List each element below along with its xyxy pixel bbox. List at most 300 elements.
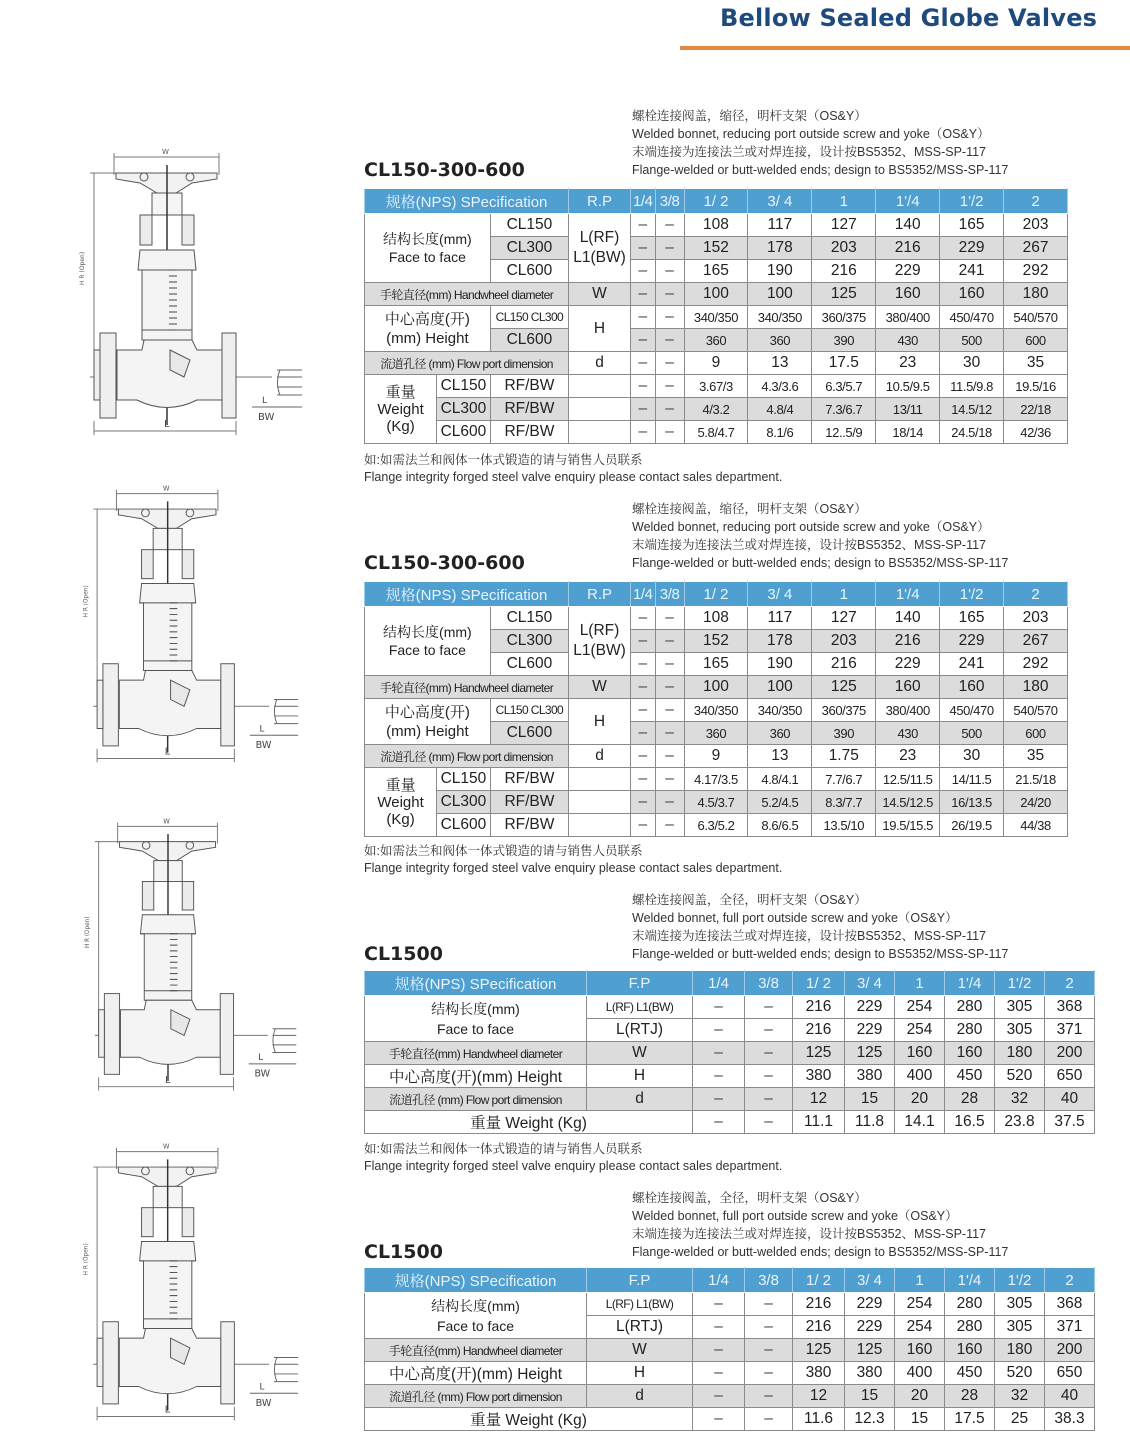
value-cell: 152 — [684, 630, 748, 653]
symbol-line: L1(BW) — [573, 249, 626, 266]
svg-text:W: W — [163, 817, 170, 826]
globe-valve-diagram-icon — [72, 145, 302, 445]
value-cell: 13.5/10 — [812, 814, 876, 837]
empty-value: – — [693, 1088, 745, 1111]
empty-value: – — [630, 214, 655, 237]
value-cell: 160 — [940, 283, 1004, 306]
note-en-2: Flange integrity forged steel valve enquiry please contact sales department. — [364, 861, 783, 875]
value-cell: 254 — [895, 1019, 945, 1042]
svg-text:L: L — [258, 1053, 264, 1064]
value-cell: 160 — [940, 676, 1004, 699]
header-size: 3/8 — [745, 971, 793, 996]
value-cell: 108 — [684, 214, 748, 237]
empty-value: – — [630, 306, 655, 329]
value-cell: 17.5 — [812, 352, 876, 375]
value-cell: 1.75 — [812, 745, 876, 768]
header-size: 1/4 — [630, 582, 655, 607]
header-port-type: R.P — [569, 189, 631, 214]
description-en-2: Welded bonnet, reducing port outside screw and yoke（OS&Y） — [632, 520, 990, 534]
value-cell: 40 — [1045, 1385, 1095, 1408]
page-title: Bellow Sealed Globe Valves — [720, 4, 1098, 32]
value-cell: 600 — [1004, 722, 1068, 745]
value-cell: 38.3 — [1045, 1408, 1095, 1431]
value-cell: 229 — [845, 1293, 895, 1316]
label-line: Face to face — [388, 642, 466, 658]
value-cell: 14/11.5 — [940, 768, 1004, 791]
empty-value: – — [655, 214, 684, 237]
table-row-flow-port — [365, 1088, 1095, 1111]
header-size: 1'/4 — [945, 971, 995, 996]
value-cell: 180 — [995, 1339, 1045, 1362]
value-cell: 203 — [1004, 214, 1068, 237]
value-cell: 216 — [793, 1293, 845, 1316]
header-size: 3/8 — [655, 189, 684, 214]
header-size: 2 — [1004, 582, 1068, 607]
class-label: CL300 — [490, 630, 568, 653]
value-cell: 180 — [995, 1042, 1045, 1065]
table-header-row — [365, 189, 1068, 214]
value-cell: 450/470 — [940, 699, 1004, 722]
value-cell: 6.3/5.7 — [812, 375, 876, 398]
svg-text:H R (Open): H R (Open) — [79, 251, 86, 285]
header-size: 1'/2 — [995, 1268, 1045, 1293]
table-row-weight — [365, 814, 1068, 837]
value-cell: 9 — [684, 745, 748, 768]
value-cell: 520 — [995, 1362, 1045, 1385]
class-label: CL300 — [437, 791, 491, 814]
value-cell: 178 — [748, 630, 812, 653]
face-symbol — [569, 214, 631, 283]
value-cell: 305 — [995, 1316, 1045, 1339]
value-cell: 127 — [812, 607, 876, 630]
value-cell: 14.5/12 — [940, 398, 1004, 421]
header-size: 1 — [895, 1268, 945, 1293]
header-size: 1/4 — [630, 189, 655, 214]
face-symbol: L(RTJ) — [587, 1019, 693, 1042]
label-line: Weight — [377, 793, 424, 811]
value-cell: 11.8 — [845, 1111, 895, 1134]
label-line: 结构长度(mm) — [383, 231, 472, 247]
table-row — [365, 607, 1068, 630]
flow-port-label: 流道孔径 (mm) Flow port dimension — [365, 1385, 587, 1408]
label-line: 重量 — [385, 383, 416, 401]
value-cell: 125 — [812, 283, 876, 306]
class-label: CL150 — [437, 375, 491, 398]
table-row-flow-port — [365, 352, 1068, 375]
label-line: Weight — [377, 400, 424, 418]
label-line: (mm) Height — [386, 329, 469, 347]
empty-value: – — [655, 398, 684, 421]
value-cell: 280 — [945, 1293, 995, 1316]
face-to-face-label — [365, 1293, 587, 1339]
face-to-face-label — [365, 996, 587, 1042]
value-cell: 13 — [748, 352, 812, 375]
value-cell: 280 — [945, 1019, 995, 1042]
table-row-flow-port — [365, 1385, 1095, 1408]
label-line: 中心高度(开) — [384, 310, 470, 328]
header-port-type: R.P — [569, 582, 631, 607]
empty-value: – — [630, 283, 655, 306]
ends-en-2: Flange-welded or butt-welded ends; design to BS5352/MSS-SP-117 — [632, 556, 1009, 570]
svg-text:W: W — [162, 148, 169, 156]
value-cell: 22/18 — [1004, 398, 1068, 421]
end-type-label: RF/BW — [490, 375, 568, 398]
value-cell: 360/375 — [812, 699, 876, 722]
empty-value: – — [630, 352, 655, 375]
value-cell: 4.8/4.1 — [748, 768, 812, 791]
value-cell: 37.5 — [1045, 1111, 1095, 1134]
valve-drawing-1 — [72, 145, 302, 445]
empty-value: – — [655, 237, 684, 260]
value-cell: 340/350 — [748, 699, 812, 722]
value-cell: 12 — [793, 1088, 845, 1111]
value-cell: 100 — [748, 676, 812, 699]
value-cell: 35 — [1004, 352, 1068, 375]
empty-value: – — [693, 1065, 745, 1088]
value-cell: 6.3/5.2 — [684, 814, 748, 837]
value-cell: 450 — [945, 1065, 995, 1088]
value-cell: 368 — [1045, 996, 1095, 1019]
value-cell: 40 — [1045, 1088, 1095, 1111]
value-cell: 229 — [940, 630, 1004, 653]
empty-value: – — [630, 722, 655, 745]
empty-value: – — [693, 1042, 745, 1065]
value-cell: 368 — [1045, 1293, 1095, 1316]
empty-value: – — [655, 283, 684, 306]
empty-value: – — [630, 768, 655, 791]
handwheel-symbol: W — [587, 1042, 693, 1065]
label-line: (Kg) — [386, 810, 415, 828]
header-size: 3/ 4 — [748, 189, 812, 214]
value-cell: 216 — [812, 260, 876, 283]
value-cell: 11.6 — [793, 1408, 845, 1431]
value-cell: 216 — [876, 237, 940, 260]
svg-text:W: W — [162, 484, 170, 493]
handwheel-symbol: W — [587, 1339, 693, 1362]
value-cell: 500 — [940, 722, 1004, 745]
value-cell: 229 — [845, 1316, 895, 1339]
face-to-face-label — [365, 214, 491, 283]
value-cell: 28 — [945, 1385, 995, 1408]
header-size: 2 — [1045, 1268, 1095, 1293]
class-label: CL150 CL300 — [490, 306, 568, 329]
empty-value: – — [630, 375, 655, 398]
value-cell: 165 — [684, 653, 748, 676]
header-size: 1 — [895, 971, 945, 996]
value-cell: 340/350 — [684, 699, 748, 722]
value-cell: 140 — [876, 607, 940, 630]
empty-value: – — [655, 768, 684, 791]
value-cell: 13/11 — [876, 398, 940, 421]
empty-value: – — [655, 352, 684, 375]
value-cell: 10.5/9.5 — [876, 375, 940, 398]
value-cell: 127 — [812, 214, 876, 237]
empty-value: – — [630, 814, 655, 837]
value-cell: 500 — [940, 329, 1004, 352]
value-cell: 305 — [995, 1019, 1045, 1042]
header-specification: 规格(NPS) SPecification — [365, 582, 569, 607]
empty-value: – — [693, 1019, 745, 1042]
value-cell: 190 — [748, 653, 812, 676]
table-row-handwheel — [365, 1339, 1095, 1362]
height-label — [365, 699, 491, 745]
flow-port-label: 流道孔径 (mm) Flow port dimension — [365, 745, 569, 768]
empty-value: – — [630, 630, 655, 653]
value-cell: 203 — [812, 237, 876, 260]
value-cell: 165 — [684, 260, 748, 283]
spec-table-3 — [364, 970, 1095, 1134]
value-cell: 100 — [684, 676, 748, 699]
handwheel-label: 手轮直径(mm) Handwheel diameter — [365, 283, 569, 306]
height-symbol: H — [587, 1362, 693, 1385]
header-port-type: F.P — [587, 971, 693, 996]
label-line: Face to face — [436, 1020, 515, 1037]
value-cell: 650 — [1045, 1362, 1095, 1385]
height-label: 中心高度(开)(mm) Height — [365, 1065, 587, 1088]
valve-drawing-2 — [72, 482, 302, 772]
header-size: 2 — [1045, 971, 1095, 996]
svg-text:BW: BW — [254, 1068, 271, 1080]
class-label: CL600 — [490, 329, 568, 352]
value-cell: 216 — [793, 996, 845, 1019]
value-cell: 23.8 — [995, 1111, 1045, 1134]
value-cell: 600 — [1004, 329, 1068, 352]
value-cell: 360 — [748, 329, 812, 352]
value-cell: 4.8/4 — [748, 398, 812, 421]
value-cell: 108 — [684, 607, 748, 630]
spec-table-1 — [364, 188, 1068, 444]
note-cn-2: 如:如需法兰和阀体一体式锻造的请与销售人员联系 — [364, 844, 643, 858]
empty-value: – — [745, 1293, 793, 1316]
class-label: CL600 — [490, 260, 568, 283]
table-row-weight — [365, 398, 1068, 421]
svg-text:BW: BW — [255, 1397, 272, 1409]
value-cell: 23 — [876, 352, 940, 375]
header-size: 1/ 2 — [684, 189, 748, 214]
value-cell: 160 — [876, 676, 940, 699]
value-cell: 360/375 — [812, 306, 876, 329]
ends-cn-4: 末端连接为连接法兰或对焊连接，设计按BS5352、MSS-SP-117 — [632, 1227, 986, 1241]
empty-value: – — [655, 699, 684, 722]
header-size: 3/ 4 — [845, 971, 895, 996]
value-cell: 160 — [895, 1042, 945, 1065]
value-cell: 229 — [876, 260, 940, 283]
empty-cell — [569, 814, 631, 837]
empty-value: – — [745, 1385, 793, 1408]
description-cn-1: 螺栓连接阀盖，缩径，明杆支架（OS&Y） — [632, 109, 867, 123]
value-cell: 280 — [945, 996, 995, 1019]
svg-text:L: L — [259, 724, 265, 735]
height-symbol: H — [587, 1065, 693, 1088]
value-cell: 360 — [684, 329, 748, 352]
value-cell: 100 — [748, 283, 812, 306]
empty-value: – — [745, 1019, 793, 1042]
value-cell: 30 — [940, 745, 1004, 768]
class-label: CL150 — [490, 214, 568, 237]
note-en-3: Flange integrity forged steel valve enquiry please contact sales department. — [364, 1159, 783, 1173]
empty-value: – — [693, 1385, 745, 1408]
height-symbol: H — [569, 306, 631, 352]
value-cell: 305 — [995, 996, 1045, 1019]
value-cell: 160 — [945, 1339, 995, 1362]
flow-port-label: 流道孔径 (mm) Flow port dimension — [365, 352, 569, 375]
end-type-label: RF/BW — [490, 791, 568, 814]
value-cell: 160 — [895, 1339, 945, 1362]
label-line: 中心高度(开) — [384, 703, 470, 721]
empty-value: – — [630, 653, 655, 676]
value-cell: 16.5 — [945, 1111, 995, 1134]
empty-value: – — [630, 329, 655, 352]
value-cell: 15 — [895, 1408, 945, 1431]
value-cell: 125 — [845, 1339, 895, 1362]
header-size: 1/ 2 — [793, 971, 845, 996]
value-cell: 371 — [1045, 1316, 1095, 1339]
svg-text:BW: BW — [258, 412, 275, 423]
value-cell: 30 — [940, 352, 1004, 375]
value-cell: 292 — [1004, 260, 1068, 283]
value-cell: 42/36 — [1004, 421, 1068, 444]
spec-table-4 — [364, 1267, 1095, 1431]
svg-text:L: L — [164, 746, 171, 758]
table-row-handwheel — [365, 676, 1068, 699]
value-cell: 21.5/18 — [1004, 768, 1068, 791]
value-cell: 254 — [895, 1293, 945, 1316]
empty-value: – — [745, 1111, 793, 1134]
empty-value: – — [655, 306, 684, 329]
value-cell: 229 — [940, 237, 1004, 260]
globe-valve-diagram-icon — [72, 1140, 302, 1430]
header-size: 1 — [812, 582, 876, 607]
class-title-3: CL1500 — [364, 943, 443, 965]
class-label: CL150 — [437, 768, 491, 791]
value-cell: 18/14 — [876, 421, 940, 444]
ends-en-4: Flange-welded or butt-welded ends; design to BS5352/MSS-SP-117 — [632, 1245, 1009, 1259]
svg-text:L: L — [262, 396, 268, 406]
class-label: CL300 — [437, 398, 491, 421]
label-line: Face to face — [436, 1317, 515, 1334]
ends-cn-2: 末端连接为连接法兰或对焊连接，设计按BS5352、MSS-SP-117 — [632, 538, 986, 552]
table-header-row — [365, 1268, 1095, 1293]
value-cell: 203 — [812, 630, 876, 653]
value-cell: 44/38 — [1004, 814, 1068, 837]
value-cell: 24.5/18 — [940, 421, 1004, 444]
value-cell: 20 — [895, 1088, 945, 1111]
value-cell: 340/350 — [748, 306, 812, 329]
face-to-face-label — [365, 607, 491, 676]
value-cell: 19.5/16 — [1004, 375, 1068, 398]
table-row-height — [365, 699, 1068, 722]
value-cell: 3.67/3 — [684, 375, 748, 398]
value-cell: 241 — [940, 653, 1004, 676]
label-line: 结构长度(mm) — [431, 1297, 520, 1314]
table-row-handwheel — [365, 283, 1068, 306]
svg-text:L: L — [259, 1382, 265, 1393]
label-line: (mm) Height — [386, 722, 469, 740]
valve-drawing-3 — [72, 815, 302, 1100]
end-type-label: RF/BW — [490, 768, 568, 791]
value-cell: 4.3/3.6 — [748, 375, 812, 398]
value-cell: 17.5 — [945, 1408, 995, 1431]
value-cell: 32 — [995, 1088, 1045, 1111]
value-cell: 20 — [895, 1385, 945, 1408]
header-size: 1/ 2 — [793, 1268, 845, 1293]
value-cell: 450/470 — [940, 306, 1004, 329]
class-title-1: CL150-300-600 — [364, 159, 525, 181]
value-cell: 400 — [895, 1065, 945, 1088]
empty-value: – — [745, 1316, 793, 1339]
header-size: 1/4 — [693, 1268, 745, 1293]
globe-valve-diagram-icon — [72, 482, 302, 772]
value-cell: 267 — [1004, 630, 1068, 653]
value-cell: 19.5/15.5 — [876, 814, 940, 837]
svg-text:H R (Open): H R (Open) — [83, 1243, 90, 1276]
empty-value: – — [630, 607, 655, 630]
value-cell: 32 — [995, 1385, 1045, 1408]
face-symbol: L(RF) L1(BW) — [587, 996, 693, 1019]
value-cell: 360 — [748, 722, 812, 745]
valve-drawing-4 — [72, 1140, 302, 1430]
value-cell: 28 — [945, 1088, 995, 1111]
value-cell: 12..5/9 — [812, 421, 876, 444]
empty-value: – — [630, 237, 655, 260]
empty-value: – — [655, 630, 684, 653]
empty-value: – — [745, 1339, 793, 1362]
label-line: 重量 — [385, 776, 416, 794]
description-en-4: Welded bonnet, full port outside screw and yoke（OS&Y） — [632, 1209, 958, 1223]
value-cell: 24/20 — [1004, 791, 1068, 814]
header-size: 1'/4 — [876, 189, 940, 214]
face-symbol: L(RF) L1(BW) — [587, 1293, 693, 1316]
header-size: 1 — [812, 189, 876, 214]
value-cell: 254 — [895, 996, 945, 1019]
empty-cell — [569, 398, 631, 421]
flow-port-symbol: d — [587, 1088, 693, 1111]
ends-cn-3: 末端连接为连接法兰或对焊连接，设计按BS5352、MSS-SP-117 — [632, 929, 986, 943]
value-cell: 380/400 — [876, 699, 940, 722]
value-cell: 8.1/6 — [748, 421, 812, 444]
value-cell: 390 — [812, 722, 876, 745]
value-cell: 203 — [1004, 607, 1068, 630]
label-line: (Kg) — [386, 417, 415, 435]
value-cell: 292 — [1004, 653, 1068, 676]
value-cell: 178 — [748, 237, 812, 260]
value-cell: 160 — [945, 1042, 995, 1065]
header-specification: 规格(NPS) SPecification — [365, 971, 587, 996]
value-cell: 7.3/6.7 — [812, 398, 876, 421]
empty-value: – — [745, 1408, 793, 1431]
value-cell: 100 — [684, 283, 748, 306]
header-specification: 规格(NPS) SPecification — [365, 189, 569, 214]
value-cell: 229 — [876, 653, 940, 676]
end-type-label: RF/BW — [490, 814, 568, 837]
empty-value: – — [655, 375, 684, 398]
note-cn-1: 如:如需法兰和阀体一体式锻造的请与销售人员联系 — [364, 453, 643, 467]
empty-value: – — [693, 1293, 745, 1316]
value-cell: 540/570 — [1004, 306, 1068, 329]
value-cell: 190 — [748, 260, 812, 283]
empty-value: – — [655, 722, 684, 745]
header-size: 1'/2 — [995, 971, 1045, 996]
empty-cell — [569, 791, 631, 814]
table-row — [365, 214, 1068, 237]
value-cell: 5.8/4.7 — [684, 421, 748, 444]
symbol-line: L(RF) — [579, 229, 620, 246]
empty-value: – — [745, 1362, 793, 1385]
value-cell: 380 — [793, 1362, 845, 1385]
value-cell: 14.1 — [895, 1111, 945, 1134]
value-cell: 216 — [812, 653, 876, 676]
empty-cell — [569, 768, 631, 791]
